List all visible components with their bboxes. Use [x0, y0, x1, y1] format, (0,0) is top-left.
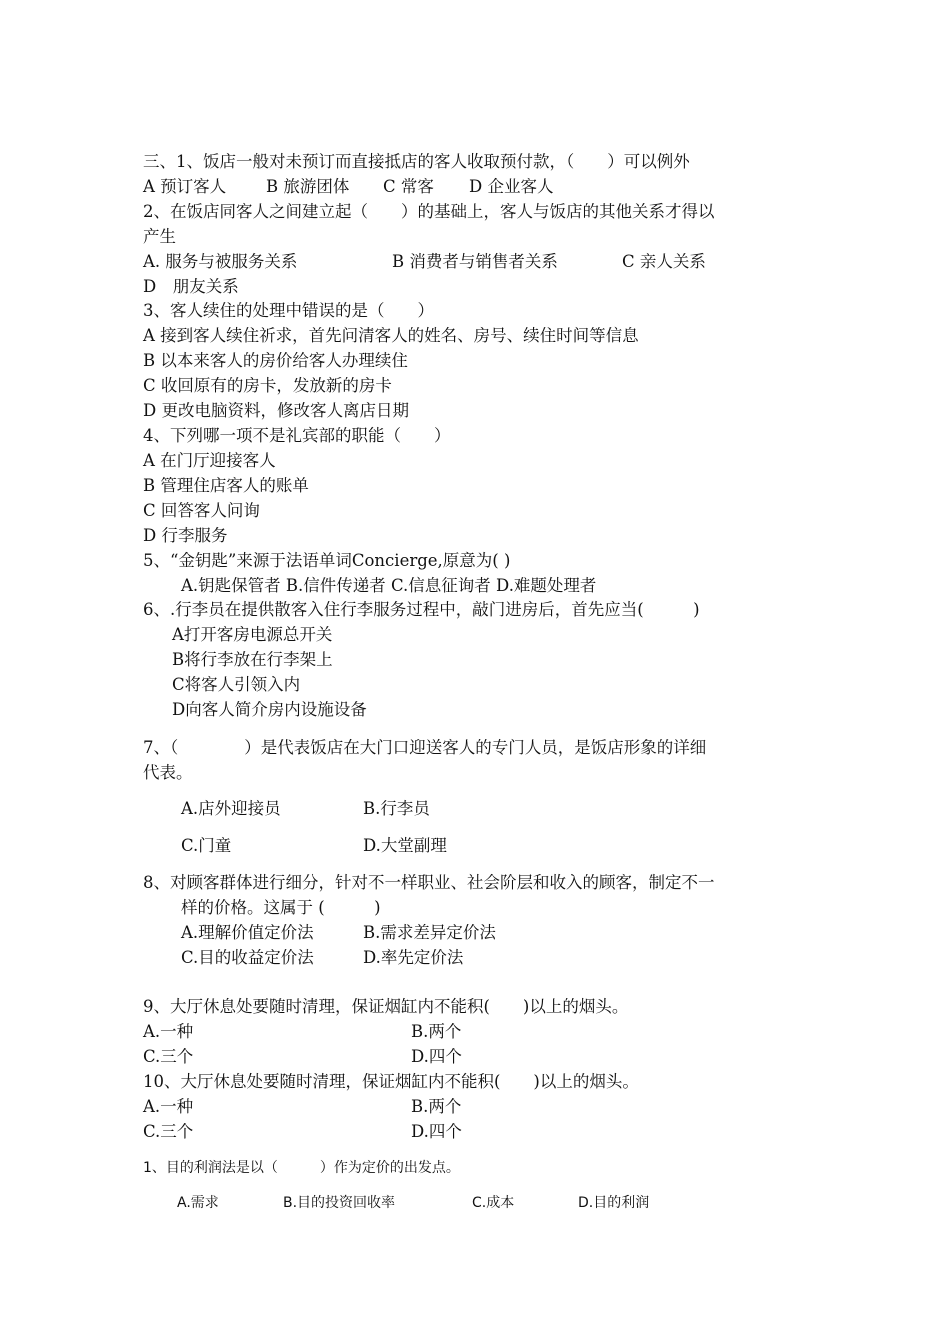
q4-option-a: A 在门厅迎接客人 [143, 451, 276, 470]
q6-option-a: A打开客房电源总开关 [172, 625, 333, 644]
q10-option-c: C.三个 [143, 1122, 194, 1141]
q4-option-c: C 回答客人问询 [143, 501, 260, 520]
q7-option-c: C.门童 [181, 836, 232, 855]
q4-option-d: D 行李服务 [143, 526, 228, 545]
q1-option-d: D 企业客人 [469, 177, 554, 196]
q8-stem-line1: 8、对顾客群体进行细分，针对不一样职业、社会阶层和收入的顾客，制定不一 [143, 873, 715, 892]
q8-option-b: B.需求差异定价法 [363, 923, 496, 942]
q3-stem: 3、客人续住的处理中错误的是（ ） [143, 301, 434, 320]
q2-option-b: B 消费者与销售者关系 [392, 252, 558, 271]
q2-stem-line1: 2、在饭店同客人之间建立起（ ）的基础上，客人与饭店的其他关系才得以 [143, 202, 715, 221]
extra-q1-stem: 1、目的利润法是以（ ）作为定价的出发点。 [143, 1160, 460, 1176]
q9-option-b: B.两个 [411, 1022, 462, 1041]
q7-option-d: D.大堂副理 [363, 836, 447, 855]
q6-option-d: D向客人简介房内设施设备 [172, 700, 367, 719]
q8-option-d: D.率先定价法 [363, 948, 464, 967]
extra-q1-option-b: B.目的投资回收率 [283, 1195, 396, 1211]
extra-q1-option-c: C.成本 [472, 1195, 515, 1211]
q2-option-c: C 亲人关系 [622, 252, 706, 271]
extra-q1-option-d: D.目的利润 [578, 1195, 650, 1211]
q10-stem: 10、大厅休息处要随时清理，保证烟缸内不能积( )以上的烟头。 [143, 1072, 639, 1091]
q10-option-b: B.两个 [411, 1097, 462, 1116]
q6-option-c: C将客人引领入内 [172, 675, 301, 694]
q9-stem: 9、大厅休息处要随时清理，保证烟缸内不能积( )以上的烟头。 [143, 997, 629, 1016]
q10-option-d: D.四个 [411, 1122, 462, 1141]
q10-option-a: A.一种 [143, 1097, 194, 1116]
q5-options: A.钥匙保管者 B.信件传递者 C.信息征询者 D.难题处理者 [181, 576, 597, 595]
q9-option-a: A.一种 [143, 1022, 194, 1041]
q3-option-d: D 更改电脑资料，修改客人离店日期 [143, 401, 409, 420]
q7-option-b: B.行李员 [363, 799, 430, 818]
q9-option-c: C.三个 [143, 1047, 194, 1066]
q7-stem-line1: 7、（ ）是代表饭店在大门口迎送客人的专门人员，是饭店形象的详细 [143, 738, 707, 757]
q9-option-d: D.四个 [411, 1047, 462, 1066]
q3-option-a: A 接到客人续住祈求，首先问清客人的姓名、房号、续住时间等信息 [143, 326, 639, 345]
q3-option-c: C 收回原有的房卡，发放新的房卡 [143, 376, 392, 395]
q2-option-d: D 朋友关系 [143, 277, 239, 296]
q4-option-b: B 管理住店客人的账单 [143, 476, 309, 495]
q1-option-a: A 预订客人 [143, 177, 227, 196]
q8-option-c: C.目的收益定价法 [181, 948, 314, 967]
q1-stem: 三、1、饭店一般对未预订而直接抵店的客人收取预付款，（ ）可以例外 [143, 152, 690, 171]
q6-stem: 6、.行李员在提供散客入住行李服务过程中，敲门进房后，首先应当( ) [143, 600, 700, 619]
q4-stem: 4、下列哪一项不是礼宾部的职能（ ） [143, 426, 451, 445]
q7-option-a: A.店外迎接员 [181, 799, 281, 818]
q8-option-a: A.理解价值定价法 [181, 923, 314, 942]
q6-option-b: B将行李放在行李架上 [172, 650, 333, 669]
q2-option-a: A. 服务与被服务关系 [143, 252, 298, 271]
q3-option-b: B 以本来客人的房价给客人办理续住 [143, 351, 408, 370]
q7-stem-line2: 代表。 [143, 763, 193, 782]
q2-stem-line2: 产生 [143, 227, 176, 246]
q8-stem-line2: 样的价格。这属于 ( ) [181, 898, 381, 917]
q1-option-b: B 旅游团体 [266, 177, 350, 196]
extra-q1-option-a: A.需求 [177, 1195, 219, 1211]
q1-option-c: C 常客 [383, 177, 434, 196]
q5-stem: 5、“金钥匙”来源于法语单词Concierge,原意为( ) [143, 551, 511, 570]
